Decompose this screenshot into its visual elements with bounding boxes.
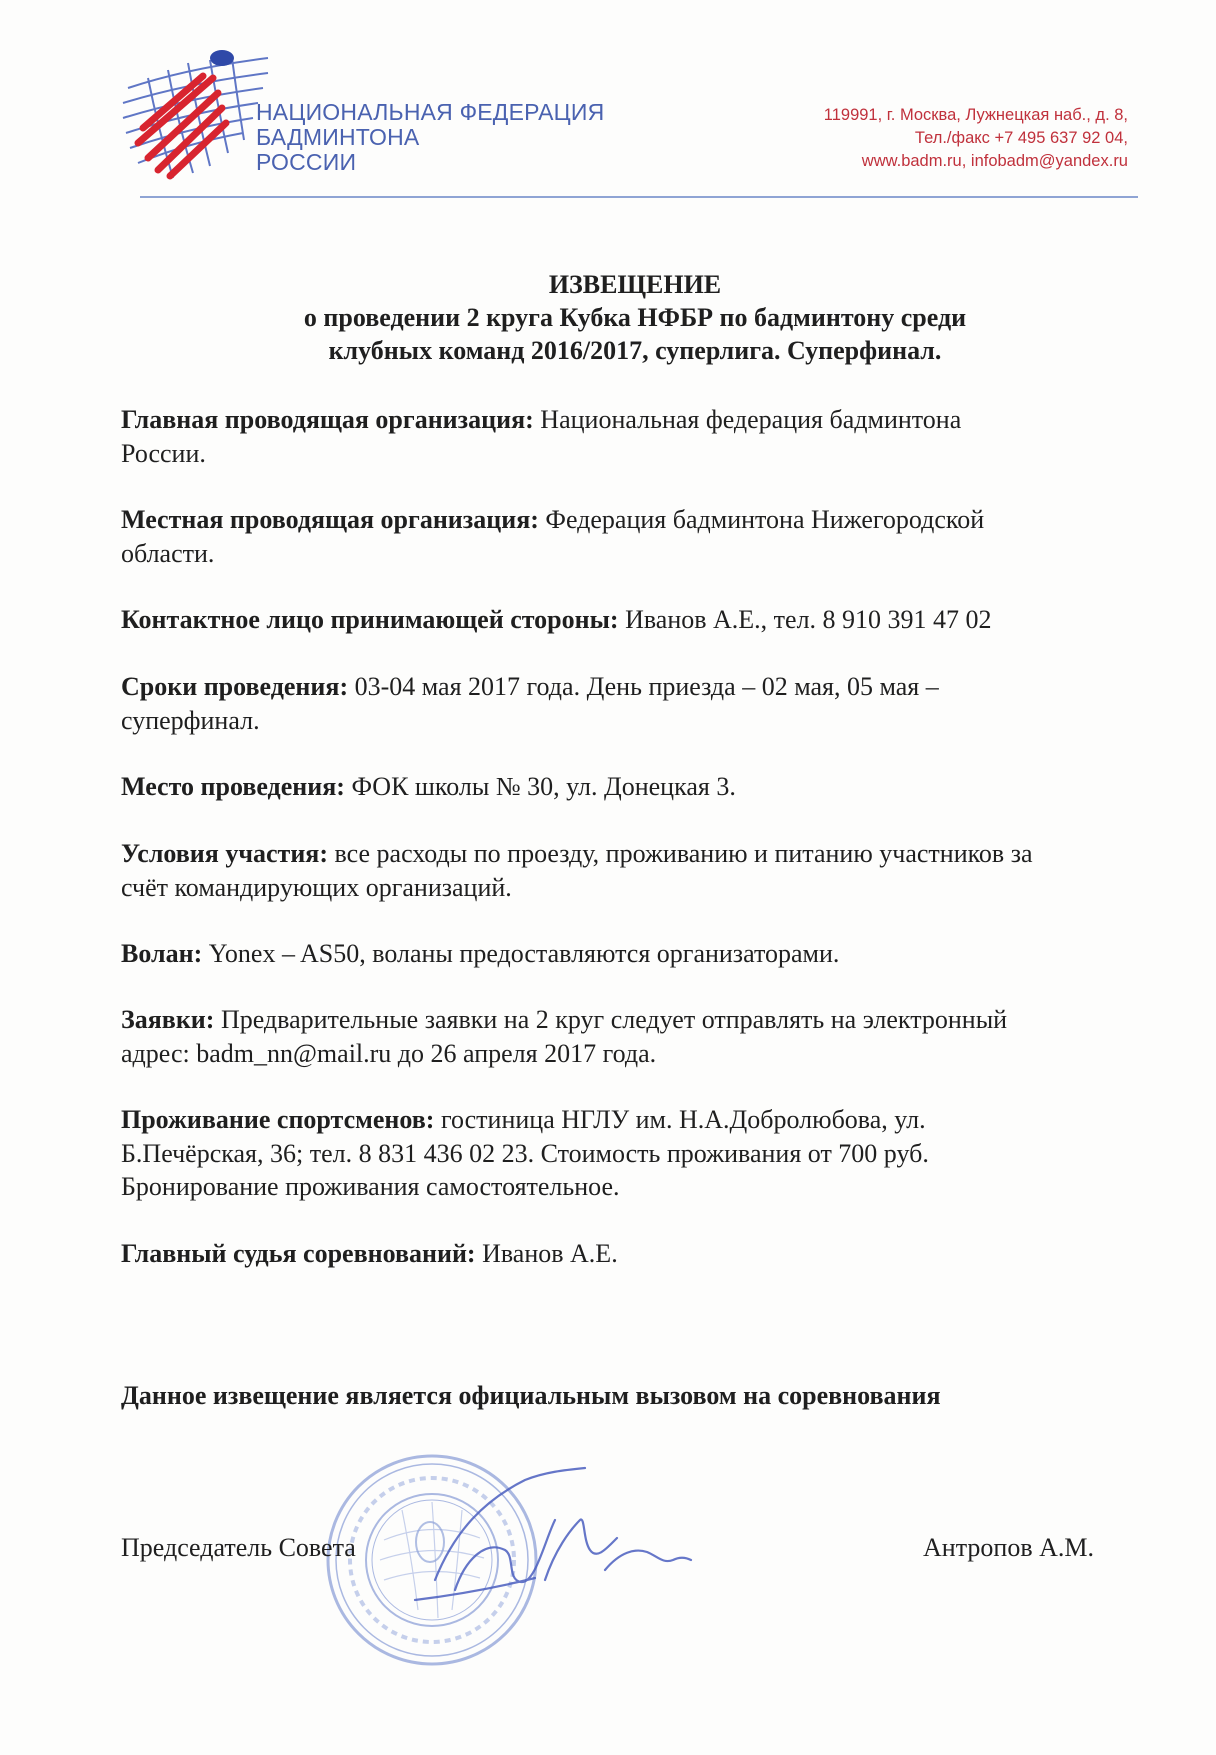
item-text: России. [121, 438, 206, 468]
item-local-organizer [121, 503, 984, 570]
item-dates [121, 670, 939, 737]
item-text: адрес: badm_nn@mail.ru до 26 апреля 2017 года. [121, 1038, 657, 1068]
item-text: Федерация бадминтона Нижегородской [538, 505, 985, 534]
contact-web-email: www.badm.ru, infobadm@yandex.ru [861, 152, 1128, 170]
item-conditions [121, 837, 1033, 904]
item-contact-person [121, 603, 992, 637]
item-text: 03-04 мая 2017 года. День приезда – 02 мая, 05 мая – [348, 672, 939, 701]
item-text: Национальная федерация бадминтона [533, 405, 962, 434]
title-subline: о проведении 2 круга Кубка НФБР по бадминтону среди [303, 303, 967, 332]
federation-logo-icon [118, 48, 278, 183]
item-text: гостиница НГЛУ им. Н.А.Добролюбова, ул. [434, 1105, 926, 1134]
item-text: Иванов А.Е., тел. 8 910 391 47 02 [618, 605, 992, 634]
signatory-position: Председатель Совета [121, 1533, 356, 1562]
item-venue [121, 770, 736, 804]
contact-phone: Тел./факс +7 495 637 92 04, [914, 129, 1128, 147]
item-label: Условия участия: [121, 839, 329, 868]
org-name-line: НАЦИОНАЛЬНАЯ ФЕДЕРАЦИЯ [256, 99, 605, 125]
title-subline: клубных команд 2016/2017, суперлига. Суперфинал. [328, 336, 942, 365]
signatory-name: Антропов А.М. [923, 1533, 1094, 1562]
item-text: Иванов А.Е. [475, 1239, 618, 1268]
item-accommodation [121, 1103, 929, 1204]
item-label: Проживание спортсменов: [121, 1105, 435, 1134]
item-text: счёт командирующих организаций. [121, 872, 512, 902]
item-text: Бронирование проживания самостоятельное. [121, 1172, 620, 1201]
item-label: Главный судья соревнований: [121, 1239, 476, 1268]
item-label: Главная проводящая организация: [121, 405, 534, 434]
item-label: Сроки проведения: [121, 672, 349, 701]
item-shuttlecock [121, 937, 839, 971]
title-heading: ИЗВЕЩЕНИЕ [548, 270, 722, 299]
item-text: Б.Печёрская, 36; тел. 8 831 436 02 23. Стоимость проживания от 700 руб. [121, 1138, 929, 1168]
notice-title [120, 268, 1150, 367]
org-name-line: БАДМИНТОНА [256, 124, 420, 150]
item-text: все расходы по проезду, проживанию и питанию участников за [328, 839, 1033, 868]
item-text: ФОК школы № 30, ул. Донецкая 3. [344, 772, 736, 801]
contact-address: 119991, г. Москва, Лужнецкая наб., д. 8, [823, 106, 1128, 124]
item-main-organizer [121, 403, 961, 470]
item-label: Заявки: [121, 1005, 215, 1034]
item-label: Место проведения: [121, 772, 345, 801]
item-label: Контактное лицо принимающей стороны: [121, 605, 619, 634]
contact-details [824, 104, 1128, 173]
item-label: Местная проводящая организация: [121, 505, 539, 534]
item-text: суперфинал. [121, 705, 260, 735]
organization-name [256, 100, 604, 175]
item-text: области. [121, 538, 215, 568]
official-invitation-note: Данное извещение является официальным вызовом на соревнования [121, 1381, 941, 1410]
item-applications [121, 1003, 1007, 1070]
handwritten-signature-icon [395, 1460, 695, 1610]
item-text: Yonex – AS50, воланы предоставляются организаторами. [202, 939, 840, 968]
org-name-line: РОССИИ [256, 149, 357, 175]
header-divider [140, 196, 1138, 198]
item-chief-referee [121, 1237, 618, 1271]
item-text: Предварительные заявки на 2 круг следует отправлять на электронный [214, 1005, 1008, 1034]
item-label: Волан: [121, 939, 203, 968]
